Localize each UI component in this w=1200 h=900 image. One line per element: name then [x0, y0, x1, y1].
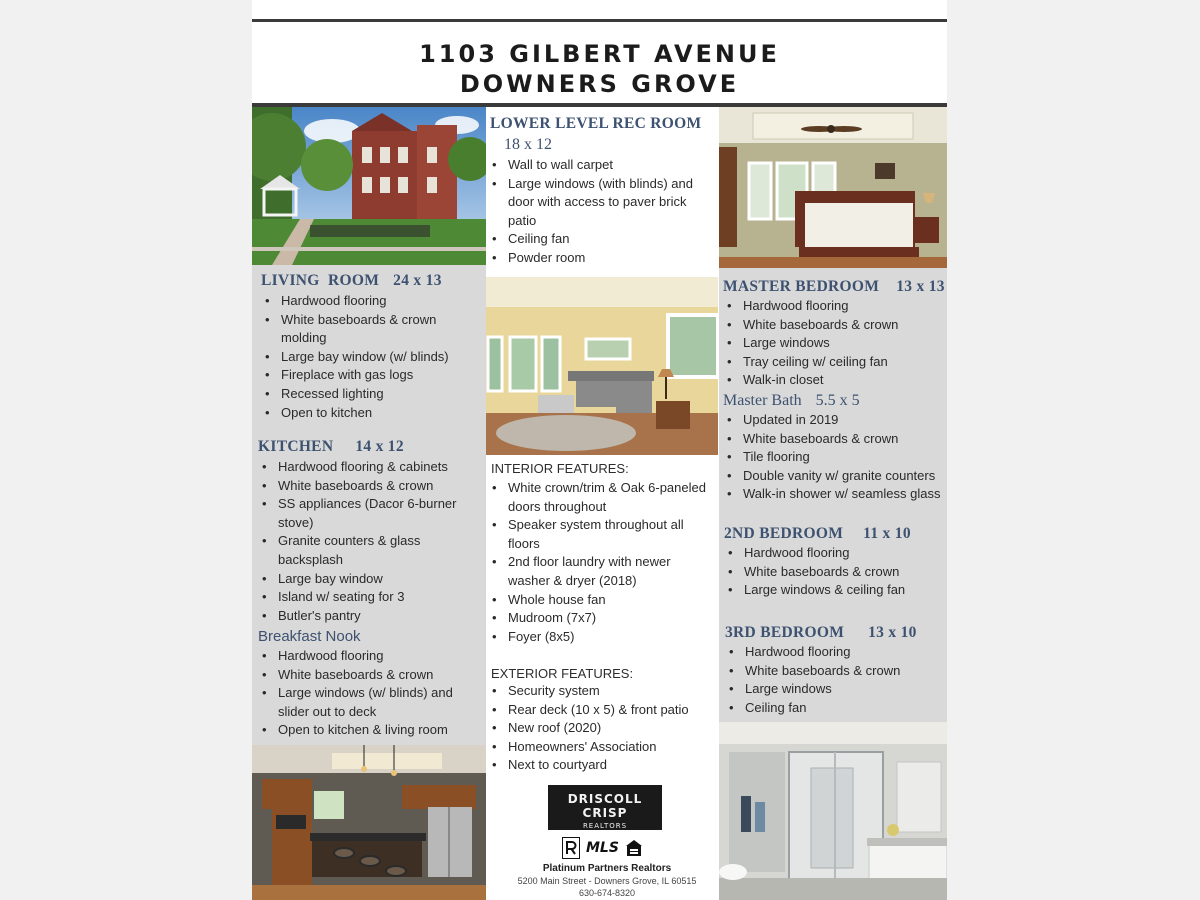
list-item: • Security system	[488, 682, 716, 701]
left-panel	[252, 265, 486, 745]
logo-sub: REALTORS	[582, 822, 628, 830]
list-item: • White baseboards & crown	[258, 477, 484, 496]
master-bedroom-dims: 13 x 13	[896, 278, 945, 295]
lower-level-title: LOWER LEVEL REC ROOM	[490, 115, 702, 132]
rec-room-photo	[486, 277, 718, 455]
bedroom3-list	[725, 643, 947, 717]
master-bedroom-name: MASTER BEDROOM	[723, 278, 880, 295]
breakfast-nook-title: Breakfast Nook	[258, 628, 361, 645]
living-room-dims: 24 x 13	[393, 272, 442, 289]
right-panel	[719, 268, 947, 722]
broker-address: 5200 Main Street - Downers Grove, IL 60515	[517, 876, 697, 886]
broker-name: Platinum Partners Realtors	[542, 863, 672, 874]
kitchen-name: KITCHEN	[258, 438, 334, 455]
list-item: • Ceiling fan	[725, 699, 947, 718]
list-item: • Hardwood flooring	[724, 544, 947, 563]
list-item: • Large bay window	[258, 570, 484, 589]
list-item: • Tray ceiling w/ ceiling fan	[723, 353, 947, 372]
list-item: • Large windows	[723, 334, 947, 353]
list-item: • Butler's pantry	[258, 607, 484, 626]
master-bath-photo	[719, 722, 947, 900]
master-bedroom-photo	[719, 107, 947, 268]
bedroom3-title	[725, 624, 947, 642]
exterior-features-title: EXTERIOR FEATURES:	[491, 666, 634, 681]
house-exterior-photo	[252, 107, 486, 265]
lower-level-list	[488, 156, 714, 268]
list-item: • Homeowners' Association	[488, 738, 716, 757]
bedroom2-list	[724, 544, 947, 600]
master-bath-dims: 5.5 x 5	[815, 392, 860, 409]
middle-bottom-panel	[486, 455, 718, 900]
breakfast-nook-section	[258, 628, 484, 740]
address-line-1: 1103 GILBERT AVENUE	[419, 40, 780, 68]
list-item: • White baseboards & crown molding	[261, 311, 483, 348]
list-item: • Recessed lighting	[261, 385, 483, 404]
list-item: • Large windows (w/ blinds) and slider out to deck	[258, 684, 484, 721]
list-item: • Wall to wall carpet	[488, 156, 714, 175]
living-room-section	[261, 272, 483, 422]
master-bath-list	[723, 411, 947, 504]
list-item: • Open to kitchen	[261, 404, 483, 423]
list-item: • Ceiling fan	[488, 230, 714, 249]
list-item: • Open to kitchen & living room	[258, 721, 484, 740]
master-bath-section	[723, 392, 947, 504]
list-item: • Granite counters & glass backsplash	[258, 532, 484, 569]
list-item: • Rear deck (10 x 5) & front patio	[488, 701, 716, 720]
interior-features-title: INTERIOR FEATURES:	[491, 461, 629, 476]
kitchen-dims: 14 x 12	[355, 438, 404, 455]
mls-label: MLS	[586, 840, 619, 856]
list-item: • Walk-in shower w/ seamless glass	[723, 485, 947, 504]
living-room-name: LIVING ROOM	[261, 272, 380, 289]
list-item: • Speaker system throughout all floors	[488, 516, 716, 553]
list-item: • Walk-in closet	[723, 371, 947, 390]
bedroom2-name: 2ND BEDROOM	[724, 525, 844, 542]
middle-top-panel	[486, 107, 718, 277]
list-item: • Island w/ seating for 3	[258, 588, 484, 607]
brokerage-logo	[548, 785, 662, 830]
master-bath-title	[723, 392, 947, 410]
living-room-title	[261, 272, 483, 290]
list-item: • Hardwood flooring	[723, 297, 947, 316]
list-item: • Double vanity w/ granite counters	[723, 467, 947, 486]
master-bedroom-title	[723, 278, 947, 296]
interior-features-list	[488, 479, 716, 646]
bedroom3-dims: 13 x 10	[868, 624, 917, 641]
list-item: • 2nd floor laundry with newer washer & dryer (2018)	[488, 553, 716, 590]
list-item: • Large windows & ceiling fan	[724, 581, 947, 600]
broker-phone: 630-674-8320	[578, 888, 636, 898]
equal-housing-icon	[625, 839, 643, 857]
realtor-r-icon	[562, 837, 580, 859]
property-flyer	[252, 0, 947, 900]
lower-level-dims: 18 x 12	[504, 136, 552, 153]
flyer-header	[252, 22, 947, 104]
exterior-features-list	[488, 682, 716, 775]
list-item: • Hardwood flooring	[261, 292, 483, 311]
list-item: • Hardwood flooring	[258, 647, 484, 666]
logo-name: DRISCOLL CRISP	[567, 792, 643, 820]
list-item: • Mudroom (7x7)	[488, 609, 716, 628]
list-item: • White baseboards & crown	[725, 662, 947, 681]
list-item: • Foyer (8x5)	[488, 628, 716, 647]
breakfast-nook-list	[258, 647, 484, 740]
list-item: • White baseboards & crown	[723, 430, 947, 449]
list-item: • White baseboards & crown	[258, 666, 484, 685]
address-line-2: DOWNERS GROVE	[459, 70, 740, 98]
mls-badges	[562, 836, 662, 860]
list-item: • Large bay window (w/ blinds)	[261, 348, 483, 367]
list-item: • Updated in 2019	[723, 411, 947, 430]
list-item: • Hardwood flooring & cabinets	[258, 458, 484, 477]
kitchen-section	[258, 438, 484, 625]
list-item: • New roof (2020)	[488, 719, 716, 738]
list-item: • Next to courtyard	[488, 756, 716, 775]
kitchen-photo	[252, 745, 486, 900]
bedroom3-name: 3RD BEDROOM	[725, 624, 845, 641]
list-item: • White baseboards & crown	[723, 316, 947, 335]
kitchen-title	[258, 438, 484, 456]
list-item: • Large windows (with blinds) and door with access to paver brick patio	[488, 175, 714, 231]
master-bedroom-list	[723, 297, 947, 390]
list-item: • Large windows	[725, 680, 947, 699]
bedroom2-title	[724, 525, 947, 543]
bedroom2-section	[724, 525, 947, 600]
kitchen-list	[258, 458, 484, 625]
list-item: • White crown/trim & Oak 6-paneled doors throughout	[488, 479, 716, 516]
list-item: • Powder room	[488, 249, 714, 268]
list-item: • Tile flooring	[723, 448, 947, 467]
bedroom3-section	[725, 624, 947, 717]
list-item: • SS appliances (Dacor 6-burner stove)	[258, 495, 484, 532]
list-item: • Fireplace with gas logs	[261, 366, 483, 385]
top-band	[252, 0, 947, 19]
list-item: • White baseboards & crown	[724, 563, 947, 582]
bedroom2-dims: 11 x 10	[863, 525, 911, 542]
living-room-list	[261, 292, 483, 422]
master-bedroom-section	[723, 278, 947, 390]
list-item: • Hardwood flooring	[725, 643, 947, 662]
master-bath-name: Master Bath	[723, 392, 802, 409]
list-item: • Whole house fan	[488, 591, 716, 610]
